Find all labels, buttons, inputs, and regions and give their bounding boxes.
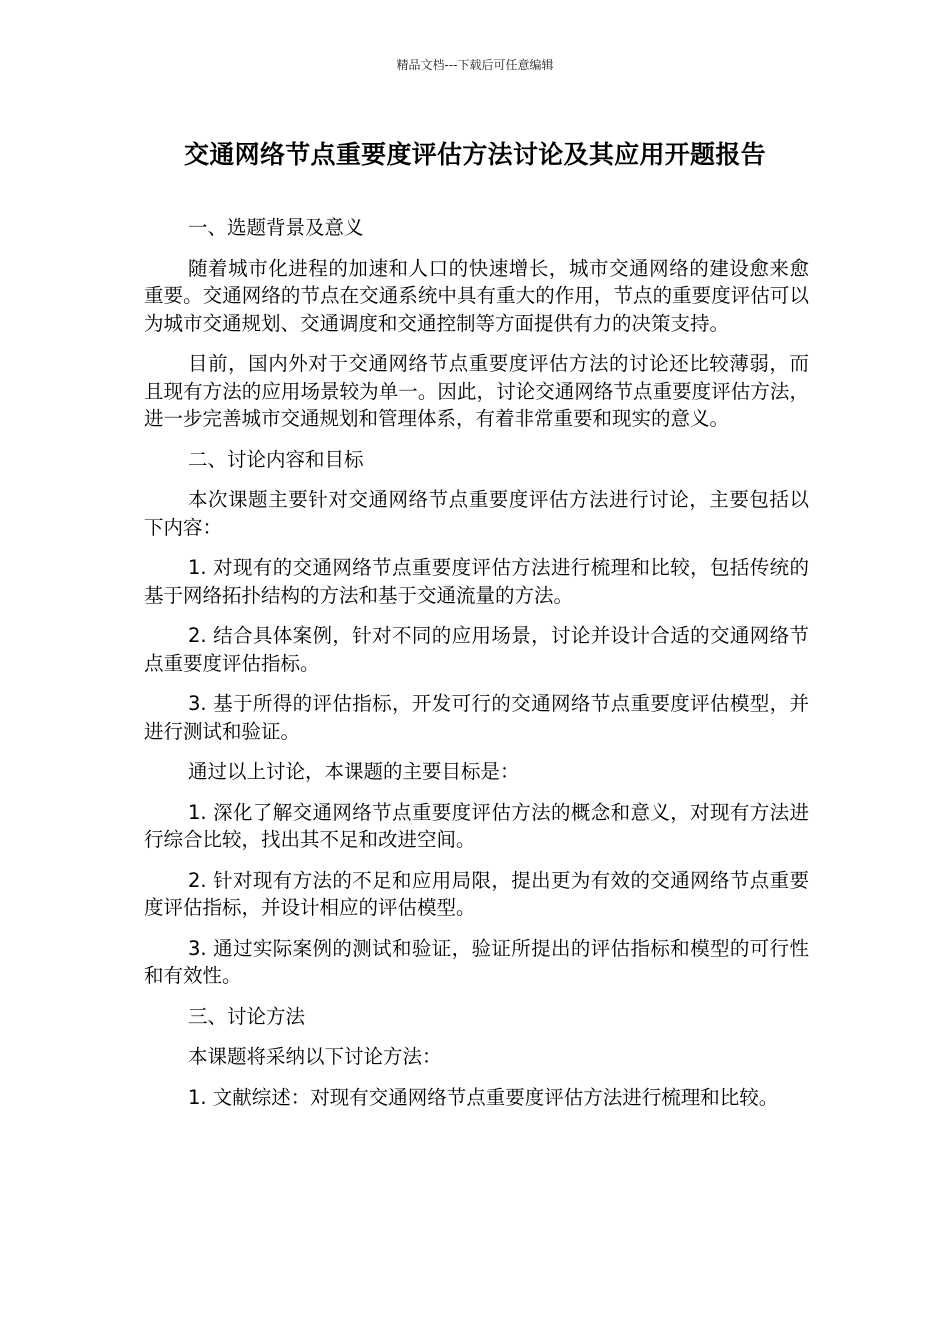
section-heading-content: 二、讨论内容和目标 <box>188 447 364 471</box>
paragraph: 目前，国内外对于交通网络节点重要度评估方法的讨论还比较薄弱，而且现有方法的应用场景较为单一。因此，讨论交通网络节点重要度评估方法，进一步完善城市交通规划和管理体系，有着非常重要和现实的意义。 <box>144 352 809 430</box>
paragraph: 通过以上讨论，本课题的主要目标是： <box>188 760 520 783</box>
document-body <box>144 214 809 1124</box>
list-item: 1. 对现有的交通网络节点重要度评估方法进行梳理和比较，包括传统的基于网络拓扑结构的方法和基于交通流量的方法。 <box>144 556 809 607</box>
list-item: 2. 结合具体案例，针对不同的应用场景，讨论并设计合适的交通网络节点重要度评估指标。 <box>144 624 809 675</box>
paragraph: 本次课题主要针对交通网络节点重要度评估方法进行讨论，主要包括以下内容： <box>144 488 809 539</box>
page-header: 精品文档---下载后可任意编辑 <box>396 58 554 72</box>
list-item: 3. 通过实际案例的测试和验证，验证所提出的评估指标和模型的可行性和有效性。 <box>144 936 809 987</box>
section-heading-background: 一、选题背景及意义 <box>188 216 364 239</box>
list-item: 1. 深化了解交通网络节点重要度评估方法的概念和意义，对现有方法进行综合比较，找出其不足和改进空间。 <box>144 800 809 851</box>
paragraph: 本课题将采纳以下讨论方法： <box>188 1045 442 1068</box>
list-item: 2. 针对现有方法的不足和应用局限，提出更为有效的交通网络节点重要度评估指标，并设计相应的评估模型。 <box>144 868 809 919</box>
list-item: 1. 文献综述：对现有交通网络节点重要度评估方法进行梳理和比较。 <box>188 1085 779 1109</box>
list-item: 3. 基于所得的评估指标，开发可行的交通网络节点重要度评估模型，并进行测试和验证。 <box>144 692 809 743</box>
document-title: 交通网络节点重要度评估方法讨论及其应用开题报告 <box>184 140 766 169</box>
paragraph: 随着城市化进程的加速和人口的快速增长，城市交通网络的建设愈来愈重要。交通网络的节点在交通系统中具有重大的作用，节点的重要度评估可以为城市交通规划、交通调度和交通控制等方面提供有力的决策支持。 <box>144 256 809 335</box>
section-heading-method: 三、讨论方法 <box>188 1004 306 1028</box>
